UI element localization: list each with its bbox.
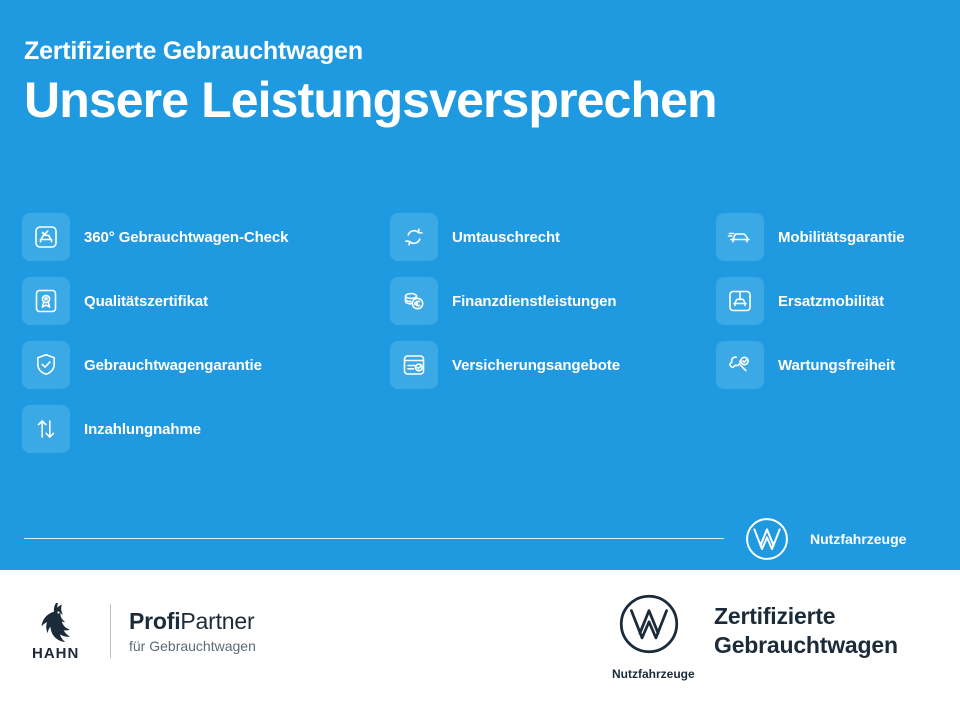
headline-block: [24, 36, 924, 128]
footer-vw-sublabel: Nutzfahrzeuge: [612, 667, 695, 681]
feature-label: Mobilitätsgarantie: [778, 228, 905, 246]
partner-regular: Partner: [180, 608, 255, 635]
certification-title: [714, 602, 898, 660]
vw-logo-icon: [738, 516, 796, 562]
service-tools-icon: [716, 341, 764, 389]
dealer-logo-block: [30, 597, 256, 665]
car-inspection-icon: [22, 213, 70, 261]
strip-divider: [24, 538, 724, 539]
replacement-car-icon: [716, 277, 764, 325]
feature-item: [22, 333, 390, 397]
feature-label: Umtauschrecht: [452, 228, 560, 246]
up-down-arrows-icon: [22, 405, 70, 453]
dealer-subtitle: für Gebrauchtwagen: [129, 637, 256, 654]
page-title: Unsere Leistungsversprechen: [24, 72, 717, 128]
brand-strip-label: Nutzfahrzeuge: [810, 531, 907, 547]
profi-bold: Profi: [129, 608, 181, 635]
coins-euro-icon: [390, 277, 438, 325]
certification-block: [612, 592, 898, 692]
feature-item: [716, 333, 938, 397]
certification-line-1: Zertifizierte: [714, 603, 836, 629]
feature-item: [22, 269, 390, 333]
feature-label: Versicherungsangebote: [452, 356, 620, 374]
feature-item: [716, 205, 938, 269]
footer-vw-logo-group: [612, 592, 695, 681]
feature-item: [22, 205, 390, 269]
feature-label: Inzahlungnahme: [84, 420, 201, 438]
footer-divider: [110, 604, 111, 658]
brand-strip: [0, 516, 960, 564]
certification-line-2: Gebrauchtwagen: [714, 631, 898, 658]
feature-item: [390, 269, 716, 333]
quality-seal-icon: [22, 277, 70, 325]
exchange-arrows-icon: [390, 213, 438, 261]
dealer-name: HAHN: [32, 645, 80, 662]
feature-label: Wartungsfreiheit: [778, 356, 896, 374]
car-mobility-icon: [716, 213, 764, 261]
feature-grid: [22, 205, 938, 461]
feature-label: Gebrauchtwagengarantie: [84, 356, 262, 374]
feature-item: [390, 333, 716, 397]
footer-bar: [0, 570, 960, 720]
feature-label: Qualitätszertifikat: [84, 292, 208, 310]
feature-label: Ersatzmobilität: [778, 292, 885, 310]
feature-item: [390, 205, 716, 269]
feature-item: [716, 269, 938, 333]
hahn-horse-logo-icon: [30, 600, 96, 662]
eyebrow-text: Zertifizierte Gebrauchtwagen: [24, 37, 363, 65]
insurance-document-icon: [390, 341, 438, 389]
dealer-title-block: [129, 608, 256, 653]
vw-logo-icon: [617, 643, 681, 660]
feature-item: [22, 397, 390, 461]
feature-label: Finanzdienstleistungen: [452, 292, 617, 310]
feature-label: 360° Gebrauchtwagen-Check: [84, 228, 289, 246]
shield-check-icon: [22, 341, 70, 389]
